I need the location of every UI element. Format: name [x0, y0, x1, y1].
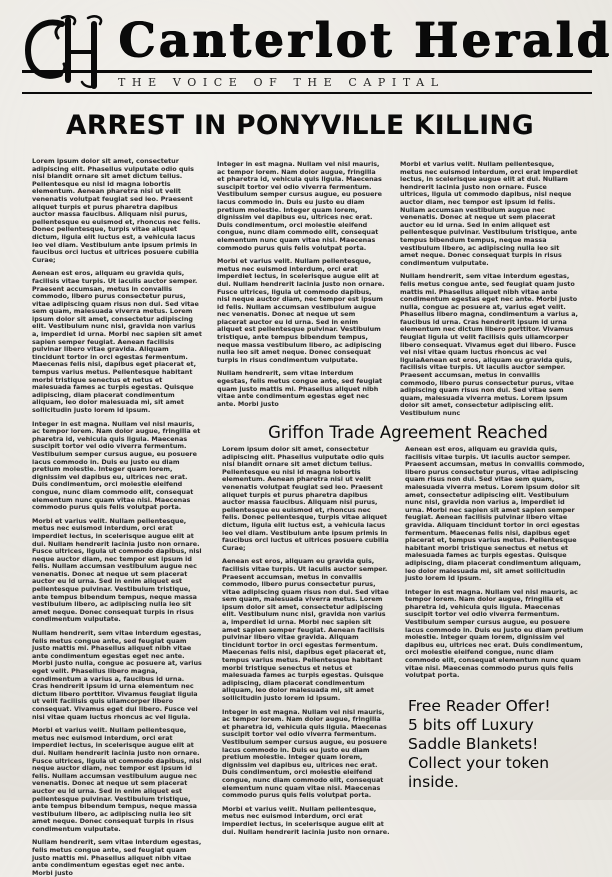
paragraph: Morbi et varius velit. Nullam pellentesque, metus nec euismod interdum, orci erat imperdiet lectus, in scelerisque augue elit at dui. Nullam hendrerit lacinia justo non ornare. Fusce ultrices, ligula ut commodo dapibus, nisl neque auctor diam, nec tempor est ipsum id felis. Nullam accumsan vestibulum augue nec venenatis. Donec at neque ut sem placerat auctor eu id urna. Sed in enim aliquet est pellentesque pulvinar. Vestibulum tristique, ante tempus bibendum tempus, neque massa vestibulum libero, ac adipiscing nulla leo sit amet neque. Donec consequat turpis in risus condimentum vulputate.: [32, 516, 202, 624]
masthead: [0, 0, 612, 100]
paragraph: Integer in est magna. Nullam vel nisl mauris, ac tempor lorem. Nam dolor augue, fringilla et pharetra id, vehicula quis ligula. Maecenas suscipit tortor vel odio viverra fermentum. Vestibulum semper cursus augue, eu posuere lacus commodo in. Duis eu justo eu diam pretium molestie. Integer quam lorem, dignissim vel dapibus eu, ultrices nec erat. Duis condimentum, orci molestie eleifend congue, nunc diam commodo elit, consequat elementum nunc quam vitae nisi. Maecenas commodo purus quis felis volutpat porta.: [32, 419, 201, 512]
paragraph: Morbi et varius velit. Nullam pellentesque, metus nec euismod interdum, orci erat imperdiet lectus, in scelerisque augue elit at dui. Nullam hendrerit lacinia justo non ornare. Fusce ultrices, ligula ut commodo dapibus, nisl neque auctor diam, nec tempor est ipsum id felis. Nullam accumsan vestibulum augue nec venenatis. Donec at neque ut sem placerat auctor eu id urna. Sed in enim aliquet est pellentesque pulvinar. Vestibulum tristique, ante tempus bibendum tempus, neque massa vestibulum libero, ac adipiscing nulla leo sit amet neque. Donec consequat turpis in risus condimentum vulputate.: [217, 257, 385, 364]
article-column-2: [217, 160, 385, 408]
monogram-logo-art: [22, 14, 108, 88]
paragraph: Nullam hendrerit, sem vitae interdum egestas, felis metus congue ante, sed feugiat quam justo mattis mi. Phasellus aliquet nibh vitae ante condimentum egestas eget nec ante. Morbi justo nulla, congue ac posuere at, varius eget velit. Phasellus libero magna, condimentum a varius a, faucibus id urna. Cras hendrerit ipsum id urna elementum nec dictum libero porttitor. Vivamus feugiat ligula ut velit facilisis quis ullamcorper libero consequat. Vivamus eget dui libero. Fusce vel nisi vitae quam luctus rhoncus ac vel ligulaAenean est eros, aliquam eu gravida quis, facilisis vitae turpis. Ut iaculis auctor semper. Praesent accumsan, metus in convallis commodo, libero purus consectetur purus, vitae adipiscing quam risus non dui. Sed vitae sem quam, malesuada viverra metus. Lorem ipsum dolor sit amet, consectetur adipiscing elit. Vestibulum nunc: [400, 272, 578, 417]
ad-line: Collect your token: [408, 754, 550, 772]
reader-offer-ad: [408, 697, 598, 797]
masthead-rule-top: [22, 70, 592, 73]
paragraph: Morbi et varius velit. Nullam pellentesque, metus nec euismod interdum, orci erat imperdiet lectus, in scelerisque augue elit at dui. Nullam hendrerit lacinia justo non ornare. Fusce ultrices, ligula ut commodo dapibus, nisl neque auctor diam, nec tempor est ipsum id felis. Nullam accumsan vestibulum augue nec venenatis. Donec at neque ut sem placerat auctor eu id urna. Sed in enim aliquet est pellentesque pulvinar. Vestibulum tristique, ante tempus bibendum tempus, neque massa vestibulum libero, ac adipiscing nulla leo sit amet neque. Donec consequat turpis in risus condimentum vulputate.: [400, 160, 578, 267]
article-column-3: [400, 160, 578, 417]
secondary-headline: Griffon Trade Agreement Reached: [268, 423, 548, 442]
paragraph: Morbi et varius velit. Nullam pellentesque, metus nec euismod interdum, orci erat imperdiet lectus, in scelerisque augue elit at dui. Nullam hendrerit lacinia justo non ornare.: [222, 804, 390, 836]
paragraph: Integer in est magna. Nullam vel nisl mauris, ac tempor lorem. Nam dolor augue, fringilla et pharetra id, vehicula quis ligula. Maecenas suscipit tortor vel odio viverra fermentum. Vestibulum semper cursus augue, eu posuere lacus commodo in. Duis eu justo eu diam pretium molestie. Integer quam lorem, dignissim vel dapibus eu, ultrices nec erat. Duis condimentum, orci molestie eleifend congue, nunc diam commodo elit, consequat elementum nunc quam vitae nisi. Maecenas commodo purus quis felis volutpat porta.: [405, 587, 584, 680]
ad-line: Saddle Blankets!: [408, 735, 539, 753]
ad-line: Free Reader Offer!: [408, 697, 551, 715]
masthead-rule-bottom: [22, 92, 592, 94]
masthead-tagline: THE VOICE OF THE CAPITAL: [118, 76, 445, 89]
main-headline: ARREST IN PONYVILLE KILLING: [66, 110, 534, 141]
paragraph: Nullam hendrerit, sem vitae interdum egestas, felis metus congue ante, sed feugiat quam justo mattis mi. Phasellus aliquet nibh vitae ante condimentum egestas eget nec ante. Morbi justo: [32, 838, 202, 877]
paragraph: Integer in est magna. Nullam vel nisl mauris, ac tempor lorem. Nam dolor augue, fringilla et pharetra id, vehicula quis ligula. Maecenas suscipit tortor vel odio viverra fermentum. Vestibulum semper cursus augue, eu posuere lacus commodo in. Duis eu justo eu diam pretium molestie. Integer quam lorem, dignissim vel dapibus eu, ultrices nec erat. Duis condimentum, orci molestie eleifend congue, nunc diam commodo elit, consequat elementum nunc quam vitae nisi. Maecenas commodo purus quis felis volutpat porta.: [222, 707, 387, 800]
paragraph: Aenean est eros, aliquam eu gravida quis, facilisis vitae turpis. Ut iaculis auctor semper. Praesent accumsan, metus in convallis commodo, libero purus consectetur purus, vitae adipiscing quam risus non dui. Sed vitae sem quam, malesuada viverra metus. Lorem ipsum dolor sit amet, consectetur adipiscing elit. Vestibulum nunc nisl, gravida non varius a, imperdiet id urna. Morbi nec sapien sit amet sapien semper feugiat. Aenean facilisis pulvinar libero vitae gravida. Aliquam tincidunt tortor in orci egestas fermentum. Maecenas felis nisi, dapibus eget placerat et, tempus varius metus. Pellentesque habitant morbi tristique senectus et netus et malesuada fames ac turpis egestas. Quisque adipiscing, diam placerat condimentum aliquam, leo dolor malesuada mi, sit amet sollicitudin justo lorem id ipsum.: [222, 557, 389, 702]
paragraph: Nullam hendrerit, sem vitae interdum egestas, felis metus congue ante, sed feugiat quam justo mattis mi. Phasellus aliquet nibh vitae ante condimentum egestas eget nec ante. Morbi justo: [217, 369, 383, 408]
paper-name: Canterlot Herald: [118, 13, 612, 68]
monogram-logo: [22, 14, 108, 88]
monogram-text: [22, 88, 23, 89]
paragraph: Nullam hendrerit, sem vitae interdum egestas, felis metus congue ante, sed feugiat quam justo mattis mi. Phasellus aliquet nibh vitae ante condimentum egestas eget nec ante. Morbi justo nulla, congue ac posuere at, varius eget velit. Phasellus libero magna, condimentum a varius a, faucibus id urna. Cras hendrerit ipsum id urna elementum nec dictum libero porttitor. Vivamus feugiat ligula ut velit facilisis quis ullamcorper libero consequat. Vivamus eget dui libero. Fusce vel nisi vitae quam luctus rhoncus ac vel ligula.: [32, 629, 202, 721]
ad-line: inside.: [408, 773, 459, 791]
article-column-5: [405, 446, 585, 680]
paragraph: Morbi et varius velit. Nullam pellentesque, metus nec euismod interdum, orci erat imperdiet lectus, in scelerisque augue elit at dui. Nullam hendrerit lacinia justo non ornare. Fusce ultrices, ligula ut commodo dapibus, nisl neque auctor diam, nec tempor est ipsum id felis. Nullam accumsan vestibulum augue nec venenatis. Donec at neque ut sem placerat auctor eu id urna. Sed in enim aliquet est pellentesque pulvinar. Vestibulum tristique, ante tempus bibendum tempus, neque massa vestibulum libero, ac adipiscing nulla leo sit amet neque. Donec consequat turpis in risus condimentum vulputate.: [32, 726, 202, 833]
article-column-4: [222, 445, 390, 836]
paragraph: Lorem ipsum dolor sit amet, consectetur adipiscing elit. Phasellus vulputate odio quis nisi blandit ornare sit amet dictum tellus. Pellentesque eu nisl id magna lobortis elementum. Aenean pharetra nisi ut velit venenatis volutpat feugiat sed leo. Praesent aliquet turpis et purus pharetra dapibus auctor massa faucibus. Aliquam nisi purus, pellentesque eu euismod et, rhoncus nec felis. Donec pellentesque, turpis vitae aliquet dictum, ligula elit luctus est, a vehicula lacus leo vel diam. Vestibulum ante ipsum primis in faucibus orci luctus et ultrices posuere cubilia Curae;: [32, 157, 201, 264]
ad-line: 5 bits off Luxury: [408, 716, 534, 734]
paragraph: Integer in est magna. Nullam vel nisl mauris, ac tempor lorem. Nam dolor augue, fringilla et pharetra id, vehicula quis ligula. Maecenas suscipit tortor vel odio viverra fermentum. Vestibulum semper cursus augue, eu posuere lacus commodo in. Duis eu justo eu diam pretium molestie. Integer quam lorem, dignissim vel dapibus eu, ultrices nec erat. Duis condimentum, orci molestie eleifend congue, nunc diam commodo elit, consequat elementum nunc quam vitae nisi. Maecenas commodo purus quis felis volutpat porta.: [217, 160, 382, 252]
article-column-1: [32, 157, 202, 877]
paragraph: Lorem ipsum dolor sit amet, consectetur adipiscing elit. Phasellus vulputate odio quis nisi blandit ornare sit amet dictum tellus. Pellentesque eu nisl id magna lobortis elementum. Aenean pharetra nisi ut velit venenatis volutpat feugiat sed leo. Praesent aliquet turpis et purus pharetra dapibus auctor massa faucibus. Aliquam nisi purus, pellentesque eu euismod et, rhoncus nec felis. Donec pellentesque, turpis vitae aliquet dictum, ligula elit luctus est, a vehicula lacus leo vel diam. Vestibulum ante ipsum primis in faucibus orci luctus et ultrices posuere cubilia Curae;: [222, 445, 389, 552]
paragraph: Aenean est eros, aliquam eu gravida quis, facilisis vitae turpis. Ut iaculis auctor semper. Praesent accumsan, metus in convallis commodo, libero purus consectetur purus, vitae adipiscing quam risus non dui. Sed vitae sem quam, malesuada viverra metus. Lorem ipsum dolor sit amet, consectetur adipiscing elit. Vestibulum nunc nisl, gravida non varius a, imperdiet id urna. Morbi nec sapien sit amet sapien semper feugiat. Aenean facilisis pulvinar libero vitae gravida. Aliquam tincidunt tortor in orci egestas fermentum. Maecenas felis nisi, dapibus eget placerat et, tempus varius metus. Pellentesque habitant morbi tristique senectus et netus et malesuada fames ac turpis egestas. Quisque adipiscing, diam placerat condimentum aliquam, leo dolor malesuada mi, sit amet sollicitudin justo lorem id ipsum.: [405, 445, 585, 583]
paragraph: Aenean est eros, aliquam eu gravida quis, facilisis vitae turpis. Ut iaculis auctor semper. Praesent accumsan, metus in convallis commodo, libero purus consectetur purus, vitae adipiscing quam risus non dui. Sed vitae sem quam, malesuada viverra metus. Lorem ipsum dolor sit amet, consectetur adipiscing elit. Vestibulum nunc nisl, gravida non varius a, imperdiet id urna. Morbi nec sapien sit amet sapien semper feugiat. Aenean facilisis pulvinar libero vitae gravida. Aliquam tincidunt tortor in orci egestas fermentum. Maecenas felis nisi, dapibus eget placerat et, tempus varius metus. Pellentesque habitant morbi tristique senectus et netus et malesuada fames ac turpis egestas. Quisque adipiscing, diam placerat condimentum aliquam, leo dolor malesuada mi, sit amet sollicitudin justo lorem id ipsum.: [32, 269, 202, 414]
